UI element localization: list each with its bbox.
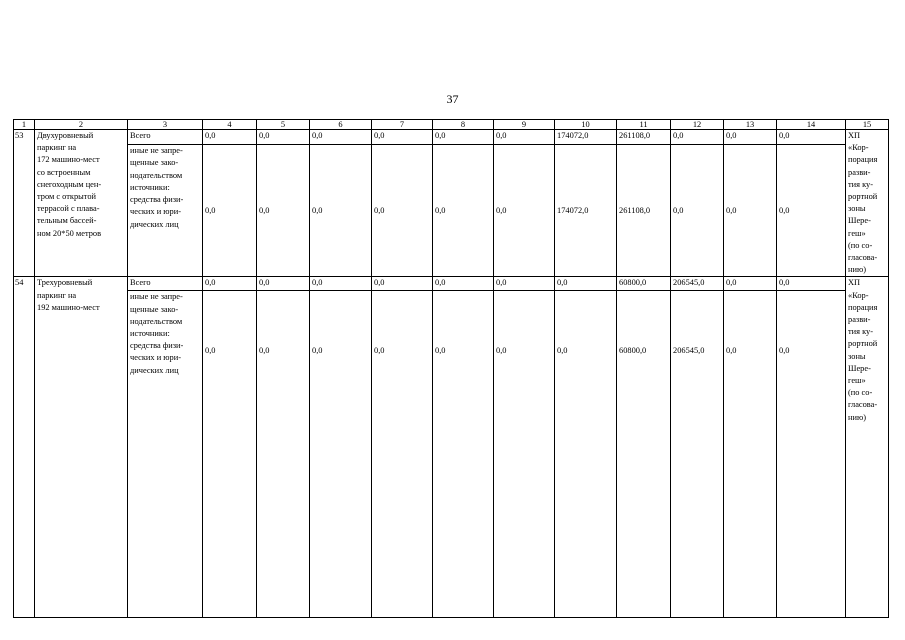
value-cell: 0,0 (433, 130, 494, 145)
header-cell: 12 (671, 120, 724, 130)
value-cell: 0,0 (494, 130, 555, 145)
value-cell: 0,0 (777, 130, 846, 145)
header-cell: 4 (203, 120, 257, 130)
value-cell: 0,0 (555, 277, 617, 291)
value-cell: 206545,0 (671, 291, 724, 618)
value-cell: 206545,0 (671, 277, 724, 291)
header-cell: 1 (14, 120, 35, 130)
header-cell: 13 (724, 120, 777, 130)
value-cell: 0,0 (433, 145, 494, 277)
value-cell: 261108,0 (617, 145, 671, 277)
row-number: 54 (14, 277, 35, 618)
value-cell: 0,0 (494, 277, 555, 291)
value-cell: 0,0 (310, 291, 372, 618)
value-cell: 0,0 (671, 130, 724, 145)
table-row (14, 130, 889, 145)
value-cell: 0,0 (494, 145, 555, 277)
table-row (14, 277, 889, 291)
value-cell: 0,0 (310, 130, 372, 145)
header-cell: 11 (617, 120, 671, 130)
value-cell: 0,0 (777, 291, 846, 618)
value-cell: 0,0 (372, 130, 433, 145)
header-cell: 8 (433, 120, 494, 130)
value-cell: 0,0 (257, 145, 310, 277)
value-cell: 0,0 (671, 145, 724, 277)
value-cell: 0,0 (203, 291, 257, 618)
value-cell: 0,0 (310, 277, 372, 291)
value-cell: 0,0 (203, 277, 257, 291)
header-cell: 2 (35, 120, 128, 130)
value-cell: 0,0 (372, 277, 433, 291)
value-cell: 0,0 (433, 277, 494, 291)
header-cell: 10 (555, 120, 617, 130)
value-cell: 0,0 (724, 130, 777, 145)
value-cell: 60800,0 (617, 291, 671, 618)
value-cell: 0,0 (777, 277, 846, 291)
budget-table (13, 119, 889, 618)
object-name: Двухуровневый паркинг на 172 машино-мест со встроенным снегоходным цен- тром с открытой террасой с плава- тельным бассей- ном 20*50 метров (35, 130, 128, 277)
value-cell: 0,0 (555, 291, 617, 618)
executor-cell: ХП «Кор- порация разви- тия ку- рортной зоны Шере- геш» (по со- гласова- нию) (846, 130, 889, 277)
value-cell: 174072,0 (555, 130, 617, 145)
header-row (14, 120, 889, 130)
value-cell: 0,0 (433, 291, 494, 618)
header-cell: 9 (494, 120, 555, 130)
page-number: 37 (446, 92, 459, 106)
header-cell: 14 (777, 120, 846, 130)
source-other-label: иные не запре- щенные зако- нодательством источники: средства физи- ческих и юри- дических лиц (128, 291, 203, 618)
value-cell: 0,0 (372, 291, 433, 618)
object-name: Трехуровневый паркинг на 192 машино-мест (35, 277, 128, 618)
value-cell: 0,0 (724, 291, 777, 618)
value-cell: 0,0 (257, 130, 310, 145)
value-cell: 0,0 (494, 291, 555, 618)
row-number: 53 (14, 130, 35, 277)
value-cell: 60800,0 (617, 277, 671, 291)
table-row (14, 291, 889, 618)
value-cell: 0,0 (724, 145, 777, 277)
value-cell: 0,0 (310, 145, 372, 277)
value-cell: 0,0 (724, 277, 777, 291)
source-total-label: Всего (128, 130, 203, 145)
value-cell: 0,0 (257, 277, 310, 291)
source-other-label: иные не запре- щенные зако- нодательством источники: средства физи- ческих и юри- дических лиц (128, 145, 203, 277)
value-cell: 261108,0 (617, 130, 671, 145)
header-cell: 6 (310, 120, 372, 130)
value-cell: 0,0 (777, 145, 846, 277)
value-cell: 0,0 (372, 145, 433, 277)
value-cell: 0,0 (203, 145, 257, 277)
executor-cell: ХП «Кор- порация разви- тия ку- рортной зоны Шере- геш» (по со- гласова- нию) (846, 277, 889, 618)
header-cell: 5 (257, 120, 310, 130)
table-row (14, 145, 889, 277)
header-cell: 7 (372, 120, 433, 130)
value-cell: 0,0 (257, 291, 310, 618)
source-total-label: Всего (128, 277, 203, 291)
value-cell: 0,0 (203, 130, 257, 145)
header-cell: 15 (846, 120, 889, 130)
header-cell: 3 (128, 120, 203, 130)
value-cell: 174072,0 (555, 145, 617, 277)
